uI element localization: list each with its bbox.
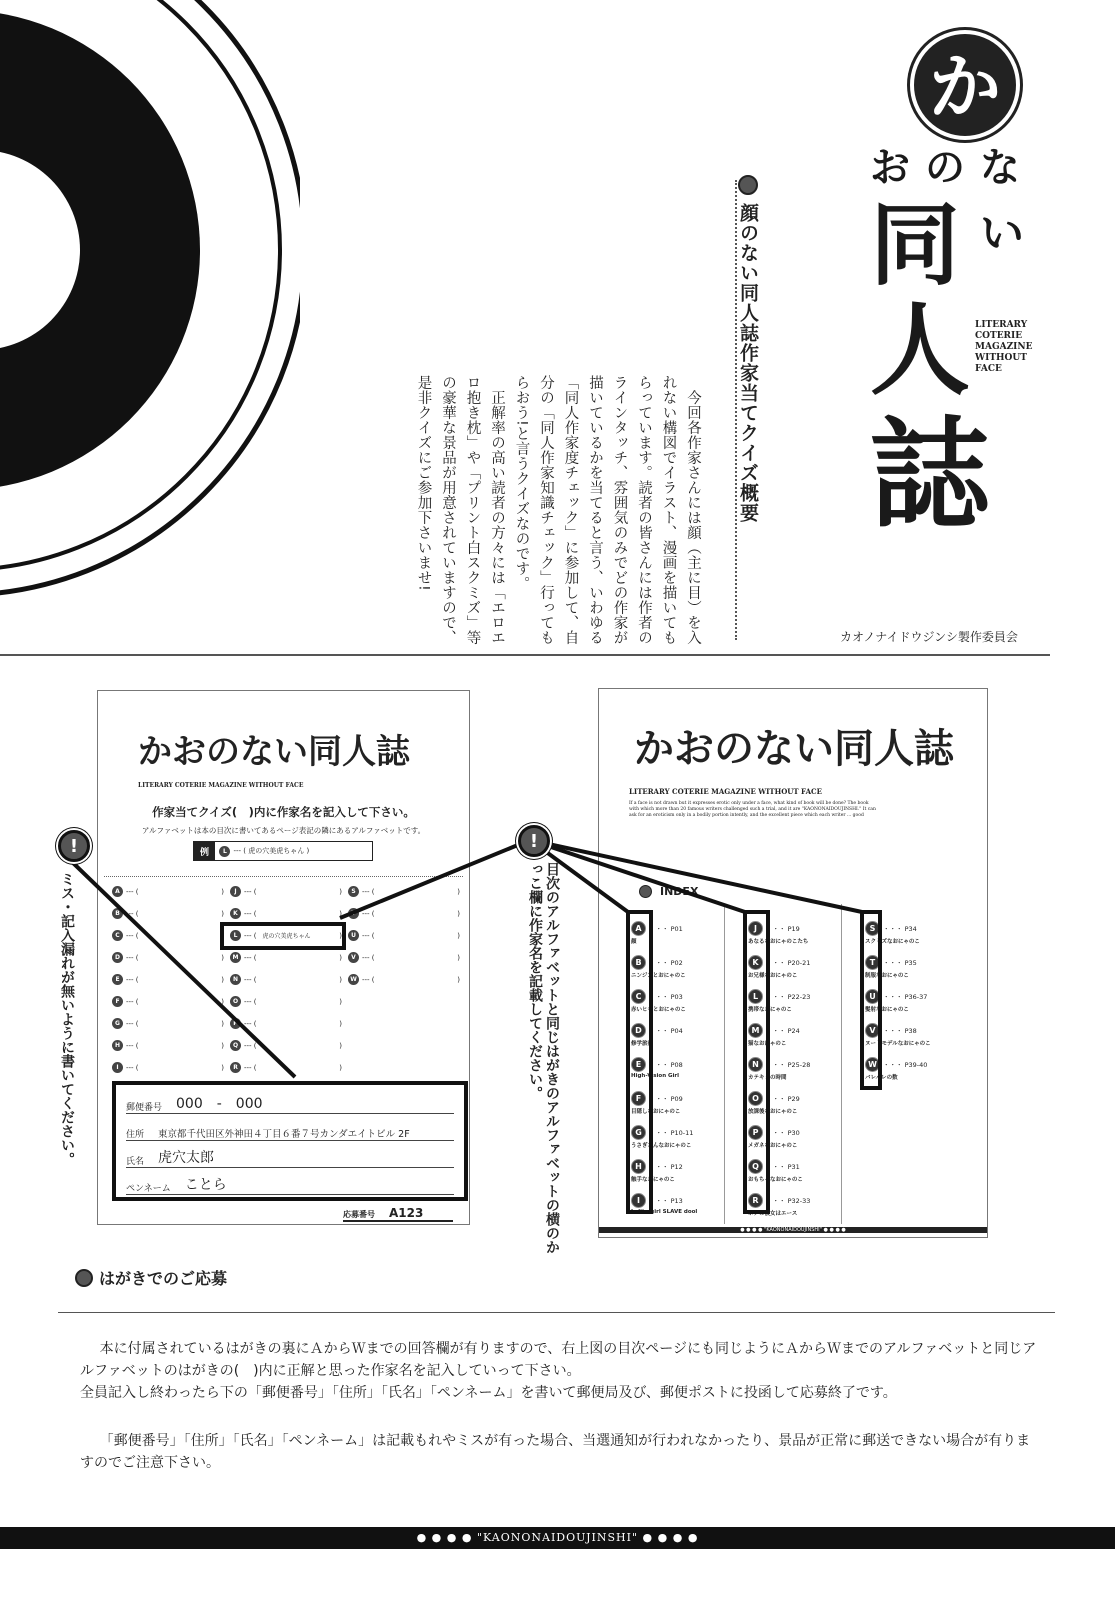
letter-badge: K	[230, 908, 241, 919]
answer-slot-k: K --- ( )	[230, 908, 342, 919]
answer-slot-h: H --- ( )	[112, 1040, 224, 1051]
postcard-instructions: 本に付属されているはがきの裏にＡからＷまでの回答欄が有りますので、右上図の目次ページにも同じようにＡからＷまでのアルファベットと同じアルファベットのはがきの( )内に正解と思った作家名を記入していって下さい。 全員記入し終わったら下の「郵便番号」「住所」「氏名」「ペンネーム」を書いて郵便局及び、郵便ポストに投函して応募終了です。	[80, 1341, 1037, 1401]
letter-badge: I	[631, 1193, 646, 1208]
answer-slot-t: T --- ( )	[348, 908, 460, 919]
field-penname: ペンネーム ことら	[126, 1168, 454, 1195]
index-heading: INDEX	[639, 885, 698, 898]
letter-badge: P	[748, 1125, 763, 1140]
answer-slot-f: F --- ( )	[112, 996, 224, 1007]
index-entry-q: Q ・・・ P31 おもちゃなおにゃのこ	[748, 1159, 863, 1183]
letter-badge: B	[631, 955, 646, 970]
exclamation-icon: !	[518, 825, 550, 857]
answer-slot-p: P --- ( )	[230, 1018, 342, 1029]
letter-badge: R	[748, 1193, 763, 1208]
letter-badge: U	[348, 930, 359, 941]
overview-body: 今回各作家さんには顔（主に目）を入れない構図でイラスト、漫画を描いてもらっています。読者の皆さんには作者のラインタッチ、雰囲気のみでどの作家が描いているかを当てると言う、いわゆる「同人作家度チェック」に参加して、自分の「同人作家知識チェック」行ってもらおう!と言うクイズなのです。 正解率の高い読者の方々には「エロエロ抱き枕」や「プリント白スクミズ」等の豪華な景品が用意されていますので、是非クイズにご参加下さいませ!	[415, 375, 701, 645]
index-entry-i: I ・・・ P13 Lolita girl SLAVE dool	[631, 1193, 746, 1215]
letter-badge: B	[112, 908, 123, 919]
example-box: 例 L --- ( 虎の穴美虎ちゃん )	[193, 841, 373, 861]
index-entry-f: F ・・・ P09 目隠しなおにゃのこ	[631, 1091, 746, 1115]
letter-badge: T	[865, 955, 880, 970]
letter-badge: I	[112, 1062, 123, 1073]
letter-badge: G	[112, 1018, 123, 1029]
index-entry-r: R ・・・ P32-33 ボクの彼女はエース	[748, 1193, 863, 1217]
letter-badge: E	[112, 974, 123, 985]
letter-badge: U	[865, 989, 880, 1004]
index-entry-b: B ・・・ P02 ニンジンとおにゃのこ	[631, 955, 746, 979]
letter-badge: V	[348, 952, 359, 963]
answer-slot-d: D --- ( )	[112, 952, 224, 963]
answer-slot-n: N --- ( )	[230, 974, 342, 985]
callout-middle: 目次のアルファベットと同じはがきのアルファベットの横のかっこ欄に作家名を記載してください。	[527, 862, 560, 1254]
answer-slot-g: G --- ( )	[112, 1018, 224, 1029]
letter-badge: F	[631, 1091, 646, 1106]
letter-badge: M	[748, 1023, 763, 1038]
callout-left: ミス・記入漏れが無いように書いてください。	[59, 872, 75, 1166]
answer-slot-v: V --- ( )	[348, 952, 460, 963]
postcard-sample: かおのない同人誌 LITERARY COTERIE MAGAZINE WITHOUT FACE 作家当てクイズ( )内に作家名を記入して下さい。 アルファベットは本の目次に書いてあるページ表記の隣にあるアルファベットです。 例 L --- ( 虎の穴美虎ちゃん ) A --- ( ) B --- ( ) C --- ( ) D --- ( ) E --- ( ) F --- ( ) G --- ( ) H --- ( ) I --- ( ) J --- ( ) K --- ( ) L --- ( 虎の穴美虎ちゃん ) M --- ( ) N --- ( ) O --- ( ) P --- ( ) Q --- ( ) R --- ( ) S --- ( ) T --- ( ) U --- ( ) V --- ( ) W --- ( ) 郵便番号 000 - 000 住所 東京都千代田区外神田４丁目６番７号カンダエイトビル 2F 氏名 虎穴太郎 ペンネーム ことら 応募番号 A123	[97, 690, 470, 1225]
index-entry-p: P ・・・ P30 メガネなおにゃのこ	[748, 1125, 863, 1149]
letter-badge: O	[230, 996, 241, 1007]
letter-badge: O	[748, 1091, 763, 1106]
index-entry-h: H ・・・ P12 触手なおにゃのこ	[631, 1159, 746, 1183]
letter-badge: L	[230, 930, 241, 941]
index-entry-c: C ・・・ P03 赤いヒモとおにゃのこ	[631, 989, 746, 1013]
answer-slot-l: L --- ( 虎の穴美虎ちゃん )	[230, 930, 342, 941]
letter-badge: S	[865, 921, 880, 936]
answer-slot-i: I --- ( )	[112, 1062, 224, 1073]
index-entry-t: T ・・・ P35 制服なおにゃのこ	[865, 955, 980, 979]
page-footer: ● ● ● ● "KAONONAIDOUJINSHI" ● ● ● ●	[0, 1527, 1115, 1549]
letter-badge: Q	[748, 1159, 763, 1174]
letter-badge: N	[230, 974, 241, 985]
index-entry-d: D ・・・ P04 修学旅行	[631, 1023, 746, 1047]
letter-badge: H	[112, 1040, 123, 1051]
letter-badge: L	[748, 989, 763, 1004]
postcard-notice: 「郵便番号」「住所」「氏名」「ペンネーム」は記載もれやミスが有った場合、当選通知が行われなかったり、景品が正常に郵送できない場合が有りますのでご注意下さい。	[80, 1433, 1031, 1471]
answer-slot-u: U --- ( )	[348, 930, 460, 941]
index-entry-g: G ・・・ P10-11 うさぎさんなおにゃのこ	[631, 1125, 746, 1149]
letter-badge: R	[230, 1062, 241, 1073]
index-entry-l: L ・・・ P22-23 携帯なおにゃのこ	[748, 989, 863, 1013]
answer-slot-q: Q --- ( )	[230, 1040, 342, 1051]
answer-slot-o: O --- ( )	[230, 996, 342, 1007]
answer-slot-j: J --- ( )	[230, 886, 342, 897]
letter-badge: J	[230, 886, 241, 897]
answer-slot-e: E --- ( )	[112, 974, 224, 985]
postcard-section-heading: はがきでのご応募	[75, 1266, 227, 1289]
letter-badge: F	[112, 996, 123, 1007]
letter-badge: D	[112, 952, 123, 963]
letter-badge: W	[865, 1057, 880, 1072]
letter-badge: C	[631, 989, 646, 1004]
field-postal: 郵便番号 000 - 000	[126, 1087, 454, 1114]
letter-badge: A	[112, 886, 123, 897]
index-entry-a: A ・・・ P01 顔	[631, 921, 746, 945]
letter-badge: C	[112, 930, 123, 941]
index-entry-o: O ・・・ P29 放課後なおにゃのこ	[748, 1091, 863, 1115]
answer-slot-c: C --- ( )	[112, 930, 224, 941]
index-entry-j: J ・・・ P19 あなるなおにゃのこたち	[748, 921, 863, 945]
letter-badge: S	[348, 886, 359, 897]
letter-badge: M	[230, 952, 241, 963]
field-name: 氏名 虎穴太郎	[126, 1141, 454, 1168]
answer-slot-w: W --- ( )	[348, 974, 460, 985]
letter-badge: T	[348, 908, 359, 919]
letter-badge: W	[348, 974, 359, 985]
letter-badge: A	[631, 921, 646, 936]
logo: か お の な い 同 人 誌 LITERARY COTERIE MAGAZINE WITHOUT FACE	[840, 30, 1040, 590]
letter-badge: E	[631, 1057, 646, 1072]
index-entry-s: S ・・・ P34 スクミズなおにゃのこ	[865, 921, 980, 945]
divider	[58, 1312, 1055, 1313]
letter-badge: V	[865, 1023, 880, 1038]
overview-heading: 顔のない同人誌作家当てクイズ概要	[735, 175, 762, 595]
index-entry-v: V ・・・ P38 ヌードモデルなおにゃのこ	[865, 1023, 980, 1047]
index-entry-u: U ・・・ P36-37 髪射なおにゃのこ	[865, 989, 980, 1013]
bullet-icon	[75, 1269, 93, 1287]
letter-badge: H	[631, 1159, 646, 1174]
letter-badge: Q	[230, 1040, 241, 1051]
index-page-sample: かおのない同人誌 LITERARY COTERIE MAGAZINE WITHOUT FACE If a face is not drawn but it expresses erotic only under a face, what kind of book will be done? The book with which more than 20 famous writers challenged such a trial, and it are "KAONONAIDOUJINSHI." It can ask for an eroticism only in a bodily portion intently, and the excellent piece which each writer ... good INDEX A ・・・ P01 顔 B ・・・ P02 ニンジンとおにゃのこ C ・・・ P03 赤いヒモとおにゃのこ D ・・・ P04 修学旅行 E ・・・ P08 High-Vision Girl F ・・・ P09 目隠しなおにゃのこ G ・・・ P10-11 うさぎさんなおにゃのこ H ・・・ P12 触手なおにゃのこ I ・・・ P13 Lolita girl SLAVE dool J ・・・ P19 あなるなおにゃのこたち K ・・・ P20-21 お兄様なおにゃのこ L ・・・ P22-23 携帯なおにゃのこ M ・・・ P24 猫なおにゃのこ N ・・・ P25-28 カテキョの時間 O ・・・ P29 放課後なおにゃのこ P ・・・ P30 メガネなおにゃのこ Q ・・・ P31 おもちゃなおにゃのこ R ・・・ P32-33 ボクの彼女はエース S ・・・ P34 スクミズなおにゃのこ T ・・・ P35 制服なおにゃのこ U ・・・ P36-37 髪射なおにゃのこ V ・・・ P38 ヌードモデルなおにゃのこ W ・・・ P39-40 バレバレの数 ● ● ● ● "KAONONAIDOUJINSHI" ● ● ● ●	[598, 688, 988, 1238]
exclamation-icon: !	[58, 830, 90, 862]
answer-slot-a: A --- ( )	[112, 886, 224, 897]
application-number: 応募番号 A123	[343, 1206, 453, 1222]
letter-badge: J	[748, 921, 763, 936]
credit: カオノナイドウジンシ製作委員会	[840, 630, 1018, 644]
letter-badge: P	[230, 1018, 241, 1029]
index-entry-k: K ・・・ P20-21 お兄様なおにゃのこ	[748, 955, 863, 979]
index-entry-e: E ・・・ P08 High-Vision Girl	[631, 1057, 746, 1079]
letter-badge: N	[748, 1057, 763, 1072]
index-entry-n: N ・・・ P25-28 カテキョの時間	[748, 1057, 863, 1081]
letter-badge: K	[748, 955, 763, 970]
answer-slot-r: R --- ( )	[230, 1062, 342, 1073]
index-entry-w: W ・・・ P39-40 バレバレの数	[865, 1057, 980, 1081]
answer-slot-s: S --- ( )	[348, 886, 460, 897]
answer-slot-m: M --- ( )	[230, 952, 342, 963]
answer-slot-b: B --- ( )	[112, 908, 224, 919]
field-address: 住所 東京都千代田区外神田４丁目６番７号カンダエイトビル 2F	[126, 1114, 454, 1141]
index-entry-m: M ・・・ P24 猫なおにゃのこ	[748, 1023, 863, 1047]
letter-badge: G	[631, 1125, 646, 1140]
letter-badge: D	[631, 1023, 646, 1038]
